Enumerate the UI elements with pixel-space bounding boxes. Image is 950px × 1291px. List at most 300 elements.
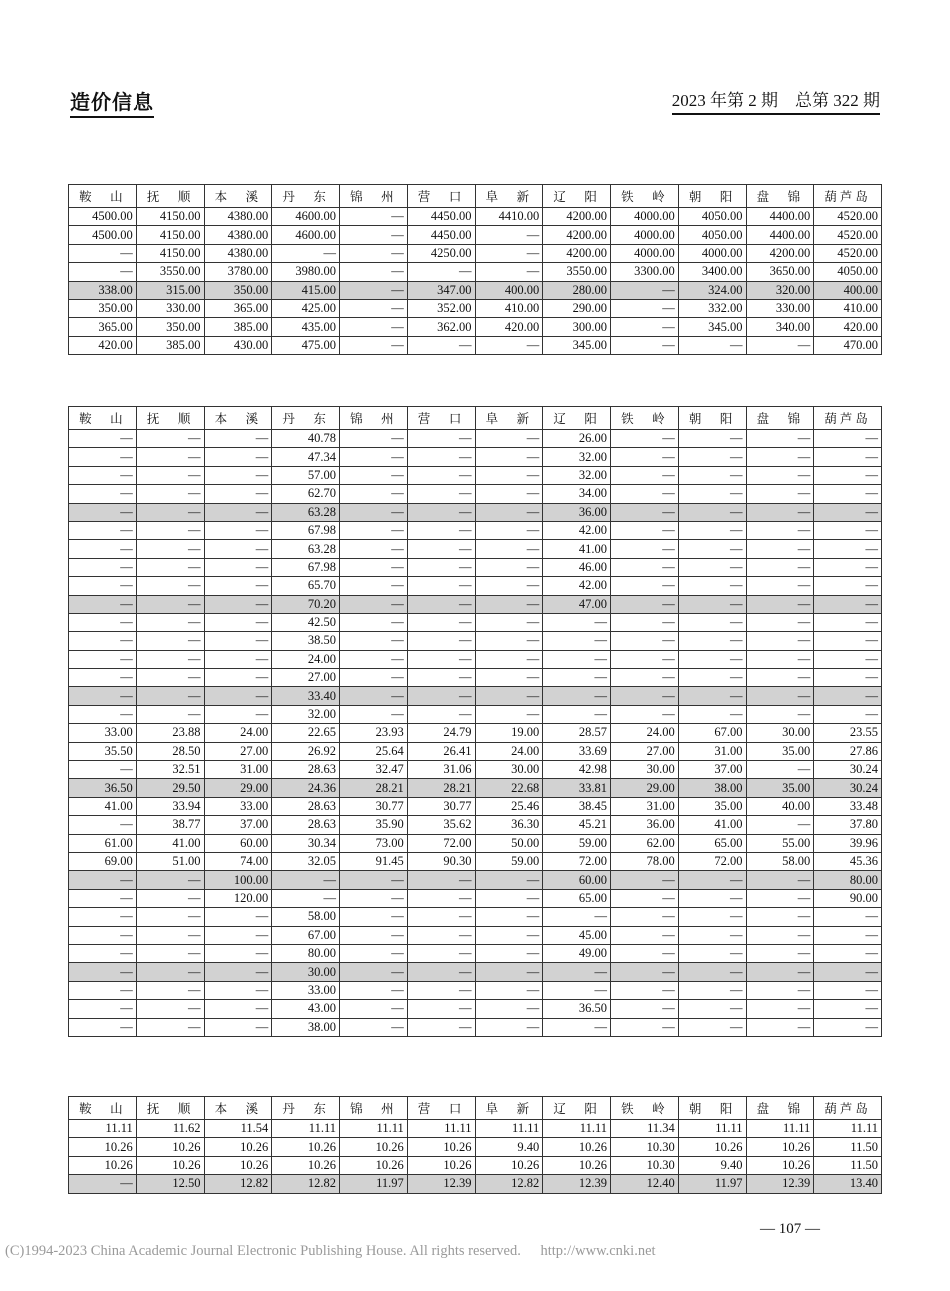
price-cell: 42.98 [543, 761, 611, 779]
price-cell: 10.26 [746, 1138, 814, 1156]
price-cell: 3400.00 [678, 263, 746, 281]
price-cell: — [136, 871, 204, 889]
cnki-link[interactable]: http://www.cnki.net [540, 1243, 656, 1259]
price-cell: 10.26 [272, 1138, 340, 1156]
table-row [69, 595, 882, 613]
price-cell: — [814, 430, 882, 448]
price-cell: — [746, 761, 814, 779]
price-cell: 90.30 [407, 852, 475, 870]
price-cell: — [69, 485, 137, 503]
price-cell: 35.50 [69, 742, 137, 760]
price-cell: 3550.00 [543, 263, 611, 281]
price-cell: 30.00 [746, 724, 814, 742]
table-header-row [69, 185, 882, 208]
price-cell: 35.62 [407, 816, 475, 834]
price-cell: 385.00 [136, 336, 204, 354]
price-cell: — [814, 908, 882, 926]
price-cell: 4450.00 [407, 226, 475, 244]
price-cell: 42.00 [543, 521, 611, 539]
price-cell: — [746, 503, 814, 521]
price-cell: 24.36 [272, 779, 340, 797]
price-cell: — [611, 299, 679, 317]
table-row [69, 485, 882, 503]
table-row [69, 926, 882, 944]
price-cell: — [543, 669, 611, 687]
price-cell: 58.00 [746, 852, 814, 870]
price-cell: — [611, 669, 679, 687]
price-cell: — [407, 448, 475, 466]
price-cell: 33.81 [543, 779, 611, 797]
price-cell: 290.00 [543, 299, 611, 317]
price-cell: 29.00 [204, 779, 272, 797]
price-cell: 38.00 [272, 1018, 340, 1036]
price-cell: 33.00 [69, 724, 137, 742]
price-cell: 352.00 [407, 299, 475, 317]
price-cell: 4380.00 [204, 226, 272, 244]
column-header: 朝 阳 [678, 407, 746, 430]
price-cell: 32.47 [340, 761, 408, 779]
price-cell: — [204, 963, 272, 981]
table-row [69, 852, 882, 870]
price-cell: — [340, 926, 408, 944]
price-cell: — [407, 650, 475, 668]
price-cell: — [69, 963, 137, 981]
price-cell: — [611, 466, 679, 484]
price-cell: 10.26 [407, 1138, 475, 1156]
price-cell: 31.00 [611, 797, 679, 815]
price-cell: 27.00 [611, 742, 679, 760]
price-cell: — [340, 299, 408, 317]
price-cell: 350.00 [136, 318, 204, 336]
price-cell: — [746, 448, 814, 466]
price-cell: — [340, 613, 408, 631]
price-cell: — [475, 466, 543, 484]
price-cell: 10.26 [407, 1156, 475, 1174]
price-cell: 365.00 [204, 299, 272, 317]
price-cell: 47.00 [543, 595, 611, 613]
price-cell: 74.00 [204, 852, 272, 870]
price-cell: — [814, 669, 882, 687]
table-row [69, 1018, 882, 1036]
price-cell: 11.97 [340, 1175, 408, 1193]
price-cell: — [407, 908, 475, 926]
price-cell: 32.00 [543, 466, 611, 484]
price-cell: 30.00 [611, 761, 679, 779]
price-cell: — [678, 632, 746, 650]
price-cell: — [475, 632, 543, 650]
table-row [69, 632, 882, 650]
price-cell: 55.00 [746, 834, 814, 852]
price-cell: 4000.00 [678, 244, 746, 262]
price-cell: 70.20 [272, 595, 340, 613]
price-cell: 4520.00 [814, 226, 882, 244]
price-cell: 62.70 [272, 485, 340, 503]
column-header: 本 溪 [204, 1097, 272, 1120]
price-cell: — [407, 485, 475, 503]
price-cell: 4000.00 [611, 208, 679, 226]
price-cell: — [340, 281, 408, 299]
column-header: 阜 新 [475, 185, 543, 208]
price-cell: — [136, 705, 204, 723]
price-cell: 38.00 [678, 779, 746, 797]
price-cell: 9.40 [678, 1156, 746, 1174]
price-cell: — [475, 595, 543, 613]
price-cell: — [407, 1018, 475, 1036]
price-cell: 57.00 [272, 466, 340, 484]
price-cell: 63.28 [272, 503, 340, 521]
price-cell: — [746, 1018, 814, 1036]
price-cell: — [678, 503, 746, 521]
price-cell: — [340, 208, 408, 226]
price-cell: 4500.00 [69, 208, 137, 226]
price-cell: 11.11 [272, 1120, 340, 1138]
price-cell: — [69, 669, 137, 687]
column-header: 抚 顺 [136, 407, 204, 430]
price-cell: 350.00 [204, 281, 272, 299]
price-cell: — [746, 577, 814, 595]
price-cell: 69.00 [69, 852, 137, 870]
price-cell: 32.51 [136, 761, 204, 779]
price-cell: — [611, 336, 679, 354]
price-cell: — [678, 448, 746, 466]
price-cell: 30.24 [814, 761, 882, 779]
price-cell: 36.00 [543, 503, 611, 521]
price-cell: 67.00 [678, 724, 746, 742]
price-cell: 300.00 [543, 318, 611, 336]
price-cell: 51.00 [136, 852, 204, 870]
price-cell: 10.26 [204, 1156, 272, 1174]
price-cell: 420.00 [69, 336, 137, 354]
price-cell: — [340, 244, 408, 262]
price-cell: — [475, 540, 543, 558]
price-cell: — [136, 577, 204, 595]
price-cell: — [678, 981, 746, 999]
price-cell: — [678, 430, 746, 448]
price-cell: — [340, 1018, 408, 1036]
price-cell: — [475, 558, 543, 576]
price-cell: — [69, 632, 137, 650]
price-cell: 4400.00 [746, 208, 814, 226]
price-cell: 10.26 [340, 1156, 408, 1174]
price-cell: — [69, 577, 137, 595]
price-cell: — [407, 981, 475, 999]
price-cell: 11.34 [611, 1120, 679, 1138]
price-cell: — [475, 908, 543, 926]
price-cell: 65.70 [272, 577, 340, 595]
price-cell: — [407, 944, 475, 962]
price-cell: — [611, 318, 679, 336]
price-cell: — [678, 613, 746, 631]
price-cell: — [678, 687, 746, 705]
price-cell: — [678, 908, 746, 926]
price-cell: 28.21 [407, 779, 475, 797]
price-cell: — [136, 540, 204, 558]
price-cell: 72.00 [678, 852, 746, 870]
price-cell: — [204, 503, 272, 521]
column-header: 辽 阳 [543, 1097, 611, 1120]
price-cell: 22.68 [475, 779, 543, 797]
price-cell: 33.94 [136, 797, 204, 815]
price-cell: — [136, 485, 204, 503]
column-header: 锦 州 [340, 185, 408, 208]
price-cell: — [746, 816, 814, 834]
price-cell: 72.00 [543, 852, 611, 870]
price-cell: — [746, 871, 814, 889]
price-cell: 400.00 [475, 281, 543, 299]
price-cell: 24.00 [611, 724, 679, 742]
price-cell: — [340, 705, 408, 723]
price-cell: 36.50 [543, 1000, 611, 1018]
price-cell: 324.00 [678, 281, 746, 299]
table-row [69, 466, 882, 484]
price-cell: 4500.00 [69, 226, 137, 244]
price-cell: — [746, 558, 814, 576]
price-cell: 400.00 [814, 281, 882, 299]
price-cell: 23.55 [814, 724, 882, 742]
price-cell: — [136, 1000, 204, 1018]
table-row [69, 1156, 882, 1174]
price-cell: — [611, 705, 679, 723]
price-cell: 470.00 [814, 336, 882, 354]
price-cell: 4410.00 [475, 208, 543, 226]
price-cell: 31.00 [678, 742, 746, 760]
price-cell: — [746, 613, 814, 631]
table-row [69, 908, 882, 926]
price-cell: 11.11 [69, 1120, 137, 1138]
price-cell: — [678, 963, 746, 981]
price-cell: 11.50 [814, 1156, 882, 1174]
price-cell: — [814, 981, 882, 999]
price-cell: 38.50 [272, 632, 340, 650]
column-header: 辽 阳 [543, 185, 611, 208]
table-row [69, 1120, 882, 1138]
price-cell: 330.00 [746, 299, 814, 317]
price-cell: — [340, 944, 408, 962]
price-cell: 26.00 [543, 430, 611, 448]
price-cell: — [475, 1018, 543, 1036]
price-cell: 63.28 [272, 540, 340, 558]
price-cell: — [136, 889, 204, 907]
price-cell: — [611, 1018, 679, 1036]
price-cell: — [678, 1000, 746, 1018]
page-number: — 107 — [760, 1221, 820, 1237]
price-cell: 11.97 [678, 1175, 746, 1193]
price-cell: — [69, 1018, 137, 1036]
price-cell: 45.36 [814, 852, 882, 870]
price-cell: 50.00 [475, 834, 543, 852]
column-header: 丹 东 [272, 407, 340, 430]
price-cell: — [611, 944, 679, 962]
price-cell: 40.00 [746, 797, 814, 815]
price-cell: — [340, 981, 408, 999]
price-cell: — [475, 448, 543, 466]
price-cell: — [407, 669, 475, 687]
price-cell: — [340, 595, 408, 613]
price-cell: 62.00 [611, 834, 679, 852]
table-row [69, 1138, 882, 1156]
price-cell: 280.00 [543, 281, 611, 299]
price-cell: 27.00 [272, 669, 340, 687]
price-cell: 435.00 [272, 318, 340, 336]
price-cell: — [340, 632, 408, 650]
column-header: 营 口 [407, 407, 475, 430]
column-header: 朝 阳 [678, 185, 746, 208]
price-cell: — [611, 926, 679, 944]
price-cell: — [746, 908, 814, 926]
price-cell: — [407, 687, 475, 705]
column-header: 鞍 山 [69, 1097, 137, 1120]
price-cell: 10.26 [136, 1156, 204, 1174]
price-cell: 410.00 [814, 299, 882, 317]
price-cell: 38.77 [136, 816, 204, 834]
price-cell: 11.11 [475, 1120, 543, 1138]
price-cell: — [136, 613, 204, 631]
price-cell: — [746, 981, 814, 999]
price-cell: — [611, 503, 679, 521]
table-row [69, 558, 882, 576]
price-cell: — [475, 521, 543, 539]
table-row [69, 871, 882, 889]
price-cell: — [204, 908, 272, 926]
column-header: 阜 新 [475, 407, 543, 430]
price-cell: — [611, 889, 679, 907]
price-cell: 415.00 [272, 281, 340, 299]
price-cell: — [475, 485, 543, 503]
price-cell: — [746, 944, 814, 962]
price-cell: 28.50 [136, 742, 204, 760]
price-cell: 13.40 [814, 1175, 882, 1193]
price-cell: 430.00 [204, 336, 272, 354]
price-cell: — [814, 577, 882, 595]
price-cell: — [814, 1018, 882, 1036]
price-cell: — [340, 889, 408, 907]
price-cell: — [340, 577, 408, 595]
column-header: 丹 东 [272, 1097, 340, 1120]
price-cell: 4400.00 [746, 226, 814, 244]
price-cell: — [814, 687, 882, 705]
table-row [69, 834, 882, 852]
price-cell: — [814, 595, 882, 613]
price-cell: — [340, 669, 408, 687]
price-cell: 36.00 [611, 816, 679, 834]
price-cell: — [814, 448, 882, 466]
price-cell: 31.00 [204, 761, 272, 779]
price-cell: — [814, 705, 882, 723]
price-cell: — [136, 503, 204, 521]
table-row [69, 816, 882, 834]
price-cell: — [746, 595, 814, 613]
price-cell: 332.00 [678, 299, 746, 317]
price-cell: 24.00 [475, 742, 543, 760]
price-cell: — [746, 632, 814, 650]
price-cell: 3300.00 [611, 263, 679, 281]
price-cell: 11.11 [340, 1120, 408, 1138]
price-cell: 12.39 [746, 1175, 814, 1193]
price-cell: — [475, 430, 543, 448]
price-cell: 11.50 [814, 1138, 882, 1156]
price-cell: 4200.00 [543, 244, 611, 262]
price-cell: — [69, 558, 137, 576]
price-cell: 12.82 [272, 1175, 340, 1193]
price-cell: — [746, 650, 814, 668]
price-cell: — [69, 1175, 137, 1193]
price-cell: — [136, 595, 204, 613]
price-cell: 28.63 [272, 797, 340, 815]
copyright-text: (C)1994-2023 China Academic Journal Electronic Publishing House. All rights reserved. [5, 1243, 521, 1259]
price-cell: — [340, 226, 408, 244]
price-cell: — [407, 503, 475, 521]
price-cell: 80.00 [272, 944, 340, 962]
table-row [69, 797, 882, 815]
price-cell: 26.41 [407, 742, 475, 760]
price-cell: — [611, 871, 679, 889]
column-header: 抚 顺 [136, 185, 204, 208]
price-cell: 37.00 [204, 816, 272, 834]
price-cell: — [543, 981, 611, 999]
price-cell: 33.00 [204, 797, 272, 815]
price-cell: 340.00 [746, 318, 814, 336]
price-cell: — [475, 926, 543, 944]
price-cell: — [678, 889, 746, 907]
price-cell: — [814, 521, 882, 539]
table-row [69, 281, 882, 299]
price-cell: 320.00 [746, 281, 814, 299]
price-cell: 23.93 [340, 724, 408, 742]
price-cell: 4600.00 [272, 226, 340, 244]
price-cell: — [272, 889, 340, 907]
price-cell: 35.00 [678, 797, 746, 815]
price-cell: — [678, 595, 746, 613]
price-cell: 10.26 [543, 1138, 611, 1156]
price-cell: — [611, 281, 679, 299]
price-cell: — [611, 632, 679, 650]
price-cell: — [69, 944, 137, 962]
column-header: 鞍 山 [69, 185, 137, 208]
price-cell: — [69, 448, 137, 466]
price-cell: 4520.00 [814, 208, 882, 226]
price-cell: 38.45 [543, 797, 611, 815]
price-cell: 4150.00 [136, 208, 204, 226]
table-row [69, 613, 882, 631]
price-cell: 22.65 [272, 724, 340, 742]
price-cell: 41.00 [69, 797, 137, 815]
price-cell: — [136, 926, 204, 944]
price-cell: — [69, 595, 137, 613]
price-cell: 345.00 [678, 318, 746, 336]
price-cell: 4050.00 [678, 208, 746, 226]
price-cell: 65.00 [543, 889, 611, 907]
price-cell: — [407, 263, 475, 281]
table-row [69, 724, 882, 742]
price-cell: 11.62 [136, 1120, 204, 1138]
price-cell: — [340, 485, 408, 503]
price-cell: 59.00 [543, 834, 611, 852]
column-header: 丹 东 [272, 185, 340, 208]
price-cell: 30.00 [475, 761, 543, 779]
price-cell: — [814, 963, 882, 981]
price-cell: — [204, 485, 272, 503]
price-cell: — [136, 944, 204, 962]
price-cell: — [746, 521, 814, 539]
price-cell: — [543, 613, 611, 631]
price-cell: 347.00 [407, 281, 475, 299]
table-row [69, 705, 882, 723]
price-cell: 58.00 [272, 908, 340, 926]
price-cell: 4200.00 [543, 208, 611, 226]
table-row [69, 650, 882, 668]
price-cell: 12.39 [543, 1175, 611, 1193]
price-cell: — [69, 981, 137, 999]
